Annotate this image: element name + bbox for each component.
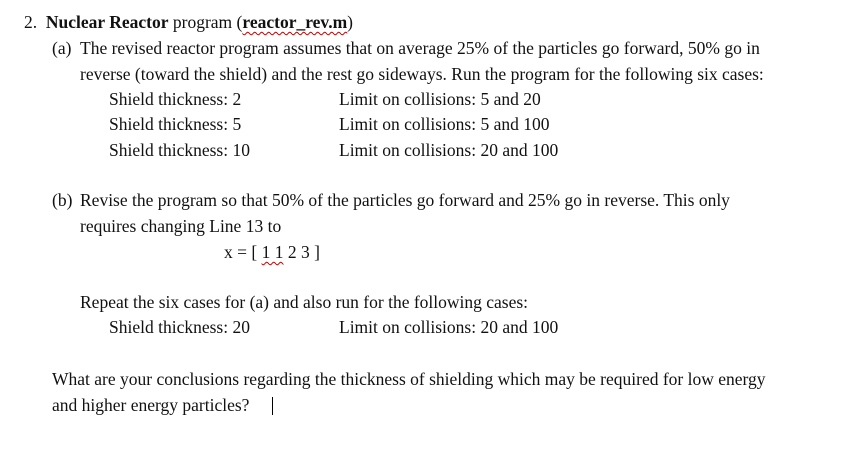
code-prefix: x = [	[224, 242, 262, 262]
part-b-line-2: requires changing Line 13 to	[80, 216, 282, 236]
case-collision-limit: Limit on collisions: 5 and 20	[339, 89, 541, 109]
case-collision-limit: Limit on collisions: 20 and 100	[339, 317, 559, 337]
problem-title: Nuclear Reactor	[45, 12, 169, 32]
part-b-line-1: Revise the program so that 50% of the particles go forward and 25% go in reverse. This only	[80, 190, 730, 210]
case-shield-thickness: Shield thickness: 2	[109, 89, 242, 109]
part-a-label: (a)	[52, 38, 72, 58]
case-shield-thickness: Shield thickness: 10	[109, 140, 250, 160]
case-shield-thickness: Shield thickness: 5	[109, 114, 242, 134]
case-collision-limit: Limit on collisions: 20 and 100	[339, 140, 559, 160]
case-shield-thickness: Shield thickness: 20	[109, 317, 250, 337]
code-line-13	[224, 242, 320, 262]
part-b-label: (b)	[52, 190, 73, 210]
code-suffix: 2 3 ]	[283, 242, 320, 262]
conclusion-line-1: What are your conclusions regarding the thickness of shielding which may be required for low energy	[52, 369, 766, 389]
text-cursor[interactable]	[272, 397, 273, 415]
part-a-line-2: reverse (toward the shield) and the rest go sideways. Run the program for the following six cases:	[80, 64, 764, 84]
program-filename: reactor_rev.m	[242, 12, 348, 32]
case-collision-limit: Limit on collisions: 5 and 100	[339, 114, 550, 134]
conclusion-line-2: and higher energy particles?	[52, 395, 250, 415]
repeat-instructions: Repeat the six cases for (a) and also run for the following cases:	[80, 292, 529, 312]
problem-heading	[24, 12, 353, 32]
code-spellcheck-segment: 1 1	[261, 242, 284, 262]
problem-number: 2.	[24, 12, 38, 32]
part-a-line-1: The revised reactor program assumes that on average 25% of the particles go forward, 50% go in	[80, 38, 760, 58]
problem-title-rest: program (	[168, 12, 243, 32]
problem-title-close: )	[347, 12, 353, 32]
